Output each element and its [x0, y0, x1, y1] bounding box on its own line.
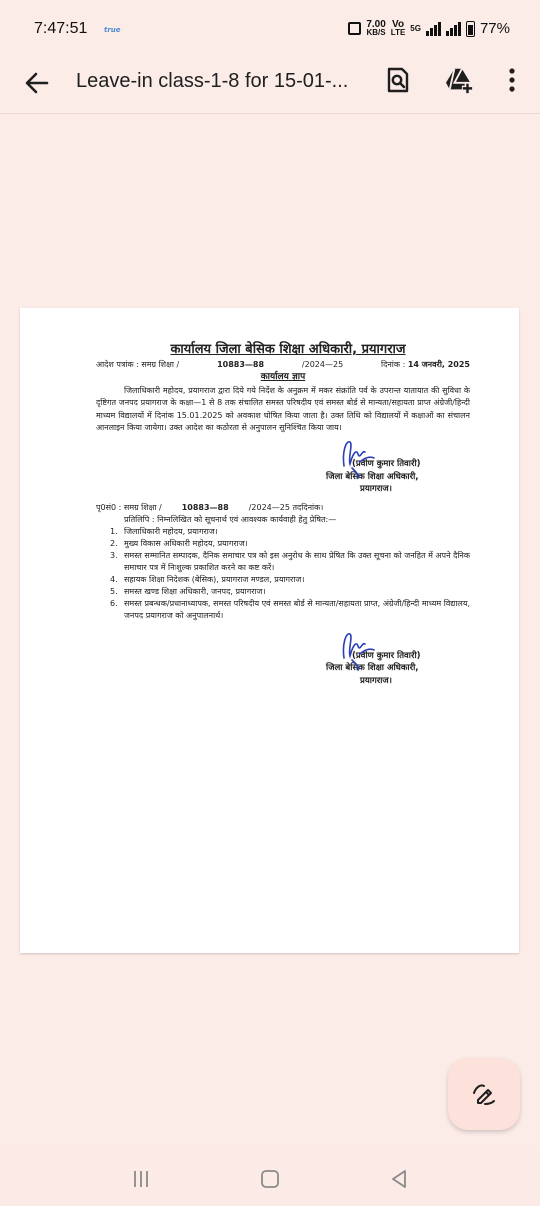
volte-bottom: LTE — [390, 27, 406, 37]
copy-left: पृ0सं0 : समग्र शिक्षा / — [96, 502, 162, 512]
network-type — [410, 25, 421, 33]
office-heading: कार्यालय जिला बेसिक शिक्षा अधिकारी, प्रयागराज — [170, 342, 406, 357]
system-navigation-bar — [0, 1150, 540, 1206]
list-item-number: 3. — [110, 550, 118, 560]
net-speed — [366, 18, 386, 37]
copy-intro: प्रतिलिपि : निम्नलिखित को सूचनार्थ एवं आवश्यक कार्यवाही हेतु प्रेषित:— — [124, 514, 337, 524]
status-icons — [348, 20, 510, 37]
signatory-name-1: (प्रवीण कुमार तिवारी) — [352, 459, 421, 470]
signal-icon — [426, 22, 441, 36]
order-paragraph: जिलाधिकारी महोदय, प्रयागराज द्वारा दिये गये निर्देश के अनुक्रम में मकर संक्रांति पर्व के उपरान्त यातायात की सुविधा के दृष्टिगत जनपद प्रयागराज के कक्षा—1 से 8 तक संचालित समस्त परिषदीय एवं समस्त बोर्ड से मान्यता/सहायता प्राप्त अंग्रेजी/हिन्दी माध्यम विद्यालयों में दिनांक 15.01.2025 को अवकाश घोषित किया जाता है। उक्त तिथि को विद्यालयों में कक्षाओं का संचालन आनलाइन किया जायेगा। उक्त आदेश का कठोरता से अनुपालन सुनिश्चित किया जाय। — [96, 386, 470, 432]
copy-number: 10883—88 — [181, 502, 229, 512]
home-icon[interactable] — [259, 1168, 281, 1190]
list-item — [110, 574, 470, 586]
app-notification-icon: true — [104, 26, 121, 34]
net-speed-value: 7.00 — [366, 18, 386, 30]
document-title: Leave-in class-1-8 for 15-01-... — [76, 70, 349, 92]
signatory-name-2: (प्रवीण कुमार तिवारी) — [352, 650, 421, 661]
signatory-place-1: प्रयागराज। — [360, 484, 392, 495]
list-item-number: 1. — [110, 526, 118, 536]
vibrate-icon — [348, 22, 361, 35]
order-date-label: दिनांक : — [381, 360, 406, 369]
list-item-number: 2. — [110, 538, 118, 548]
signal-icon-sim2 — [446, 22, 461, 36]
signature-block-2 — [326, 650, 470, 688]
back-icon[interactable] — [388, 1168, 410, 1190]
list-item — [110, 538, 470, 550]
copy-reference-row — [96, 502, 470, 514]
office-memo-heading: कार्यालय ज्ञाप — [260, 372, 306, 382]
edit-pen-icon — [469, 1079, 499, 1109]
list-item-text: समस्त सम्मानित सम्पादक, दैनिक समाचार पत्र को इस अनुरोध के साथ प्रेषित कि उक्त सूचना को जनहित में अपने दैनिक समाचार पत्र में निःशुल्क प्रकाशित करने का कष्ट करें। — [124, 550, 470, 572]
signatory-designation-1: जिला बेसिक शिक्षा अधिकारी, — [326, 471, 419, 482]
list-item-number: 5. — [110, 586, 118, 596]
list-item-text: जिलाधिकारी महोदय, प्रयागराज। — [124, 526, 218, 536]
net-speed-unit: KB/S — [366, 27, 386, 37]
battery-percent: 77% — [479, 20, 510, 37]
signatory-designation-2: जिला बेसिक शिक्षा अधिकारी, — [326, 663, 419, 674]
volte-top: Vo — [392, 18, 405, 30]
app-bar-divider — [0, 113, 540, 114]
list-item — [110, 550, 470, 574]
status-bar — [0, 0, 540, 60]
copy-right: /2024—25 तददिनांक। — [248, 502, 324, 512]
drive-add-icon[interactable] — [444, 66, 476, 94]
document-page[interactable] — [20, 308, 519, 953]
edit-fab-button[interactable] — [448, 1058, 520, 1130]
search-document-icon[interactable] — [384, 66, 412, 94]
list-item-text: मुख्य विकास अधिकारी महोदय, प्रयागराज। — [124, 538, 248, 548]
list-item-text: समस्त खण्ड शिक्षा अधिकारी, जनपद, प्रयागराज। — [124, 586, 266, 596]
more-vert-icon[interactable] — [500, 66, 524, 94]
list-item — [110, 586, 470, 598]
list-item — [110, 526, 470, 538]
copy-list — [110, 526, 470, 622]
order-number: 10883—88 — [217, 360, 265, 369]
battery-icon — [466, 21, 475, 37]
order-date-group — [381, 359, 470, 371]
network-type-label: 5G — [410, 23, 421, 33]
volte-indicator — [390, 18, 406, 37]
list-item-text: सहायक शिक्षा निदेशक (बेसिक), प्रयागराज मण्डल, प्रयागराज। — [124, 574, 305, 584]
order-reference-row — [96, 359, 470, 371]
list-item-number: 4. — [110, 574, 118, 584]
status-time: 7:47:51 — [34, 20, 88, 37]
signatory-place-2: प्रयागराज। — [360, 675, 392, 686]
back-arrow-icon[interactable] — [22, 68, 52, 98]
order-date: 14 जनवरी, 2025 — [407, 360, 470, 369]
order-year: /2024—25 — [301, 360, 344, 369]
list-item-text: समस्त प्रबन्धक/प्रधानाध्यापक, समस्त परिषदीय एवं समस्त बोर्ड से मान्यता/सहायता प्राप्त, अंग्रेजी/हिन्दी माध्यम विद्यालय, जनपद प्रयागराज को अनुपालनार्थ। — [124, 598, 470, 620]
app-bar — [0, 60, 540, 114]
list-item — [110, 598, 470, 622]
order-left: आदेश पत्रांक : समग्र शिक्षा / — [96, 360, 180, 369]
document-content — [96, 342, 470, 687]
signature-block-1 — [326, 458, 470, 496]
list-item-number: 6. — [110, 598, 118, 608]
recent-apps-icon[interactable] — [130, 1168, 152, 1190]
